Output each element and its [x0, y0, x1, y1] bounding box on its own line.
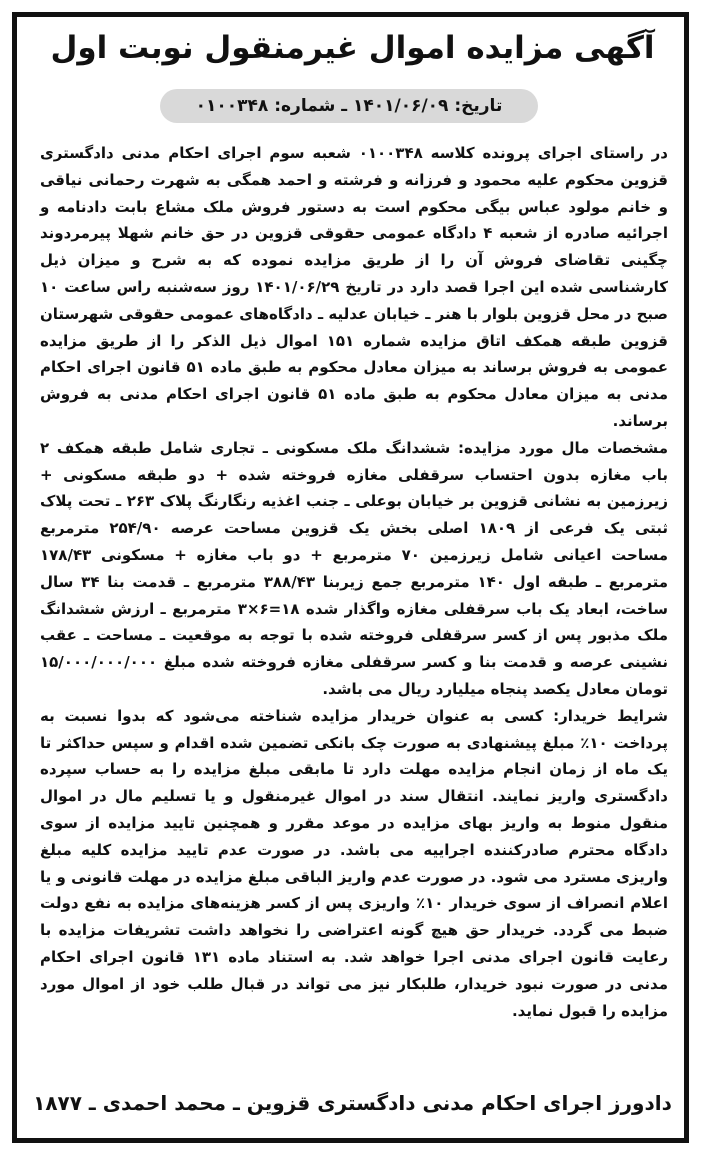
buyer-conditions-paragraph	[40, 703, 668, 1025]
property-specs-label: مشخصات مال مورد مزایده:	[457, 438, 668, 457]
notice-signature: دادورز اجرای احکام مدنی دادگستری قزوین ـ محمد احمدی ـ ۱۸۷۷	[33, 1091, 672, 1115]
property-specs-text: ششدانگ ملک مسکونی ـ تجاری شامل طبقه همکف ۲ باب مغازه بدون احتساب سرقفلی مغازه فروخته شده + دو طبقه مسکونی + زیرزمین به نشانی قزوین بر خیابان بوعلی ـ جنب اغذیه رنگارنگ پلاک ۲۶۳ ـ تحت پلاک ثبتی یک فرعی از ۱۸۰۹ اصلی بخش یک قزوین مساحت عرصه ۲۵۴/۹۰ مترمربع مساحت اعیانی شامل زیرزمین ۷۰ مترمربع + دو باب مغازه + مسکونی ۱۷۸/۴۳ مترمربع ـ طبقه اول ۱۴۰ مترمربع جمع زیربنا ۳۸۸/۴۳ مترمربع ـ قدمت بنا ۳۴ سال ساخت، ابعاد یک باب سرقفلی مغازه واگذار شده ۱۸=۶×۳ مترمربع ـ ارزش ششدانگ ملک مذبور پس از کسر سرقفلی فروخته شده با توجه به موقعیت ـ مساحت ـ عقب نشینی عرصه و قدمت بنا و کسر سرقفلی مغازه فروخته شده مبلغ ۱۵/۰۰۰/۰۰۰/۰۰۰ تومان معادل یکصد پنجاه میلیارد ریال می باشد.	[40, 438, 668, 698]
buyer-conditions-label: شرایط خریدار:	[553, 706, 668, 725]
notice-body	[40, 140, 668, 1024]
buyer-conditions-text: کسی به عنوان خریدار مزایده شناخته می‌شود که بدوا نسبت به پرداخت ۱۰٪ مبلغ پیشنهادی به صورت چک بانکی تضمین شده اقدام و سپس حداکثر تا یک ماه از زمان انجام مزایده مهلت دارد تا مابقی مبلغ مزایده را به حساب سپرده دادگستری واریز نمایند. انتقال سند در اموال غیرمنقول و یا تسلیم مال در اموال منقول منوط به واریز بهای مزایده در موعد مقرر و همچنین تایید مزایده از سوی دادگاه محترم صادرکننده اجراییه می باشد. در صورت عدم تایید مزایده کلیه مبلغ واریزی مسترد می شود. در صورت عدم واریز الباقی مبلغ مزایده در مهلت قانونی و یا اعلام انصراف از سوی خریدار ۱۰٪ واریزی پس از کسر هزینه‌های مزایده به نفع دولت ضبط می گردد. خریدار حق هیچ گونه اعتراضی را نخواهد داشت تشریفات مزایده با رعایت قانون اجرای مدنی اجرا خواهد شد. به استناد ماده ۱۳۱ قانون اجرای احکام مدنی در صورت نبود خریدار، طلبکار نیز می تواند در قبال طلب خود از اموال مورد مزایده را قبول نماید.	[40, 706, 669, 1020]
notice-intro-paragraph: در راستای اجرای پرونده کلاسه ۰۱۰۰۳۴۸ شعبه سوم اجرای احکام مدنی دادگستری قزوین محکوم علیه محمود و فرزانه و فرشته و احمد همگی به شهرت رحمانی نیاقی و خانم مولود عباس بیگی محکوم است به دستور فروش ملک مشاع بابت دادنامه و اجرائیه صادره از شعبه ۴ دادگاه عمومی حقوقی قزوین در حق خانم شهلا پیرمردوند چگینی تقاضای فروش آن را از طریق مزایده نموده که به شرح و میزان ذیل کارشناسی شده این اجرا قصد دارد در تاریخ ۱۴۰۱/۰۶/۲۹ روز سه‌شنبه راس ساعت ۱۰ صبح در محل قزوین بلوار با هنر ـ خیابان عدلیه ـ دادگاه‌های عمومی حقوقی شهرستان قزوین طبقه همکف اتاق مزایده شماره ۱۵۱ اموال ذیل الذکر را از طریق مزایده عمومی به فروش برساند به میزان معادل محکوم به طبق ماده ۵۱ قانون اجرای احکام مدنی به میزان معادل محکوم به طبق ماده ۵۱ قانون اجرای احکام مدنی به فروش برساند.	[40, 144, 669, 430]
property-specs-paragraph	[40, 435, 668, 703]
notice-date-number: تاریخ: ۱۴۰۱/۰۶/۰۹ ـ شماره: ۰۱۰۰۳۴۸	[160, 89, 538, 123]
notice-title: آگهی مزایده اموال غیرمنقول نوبت اول	[50, 30, 655, 66]
